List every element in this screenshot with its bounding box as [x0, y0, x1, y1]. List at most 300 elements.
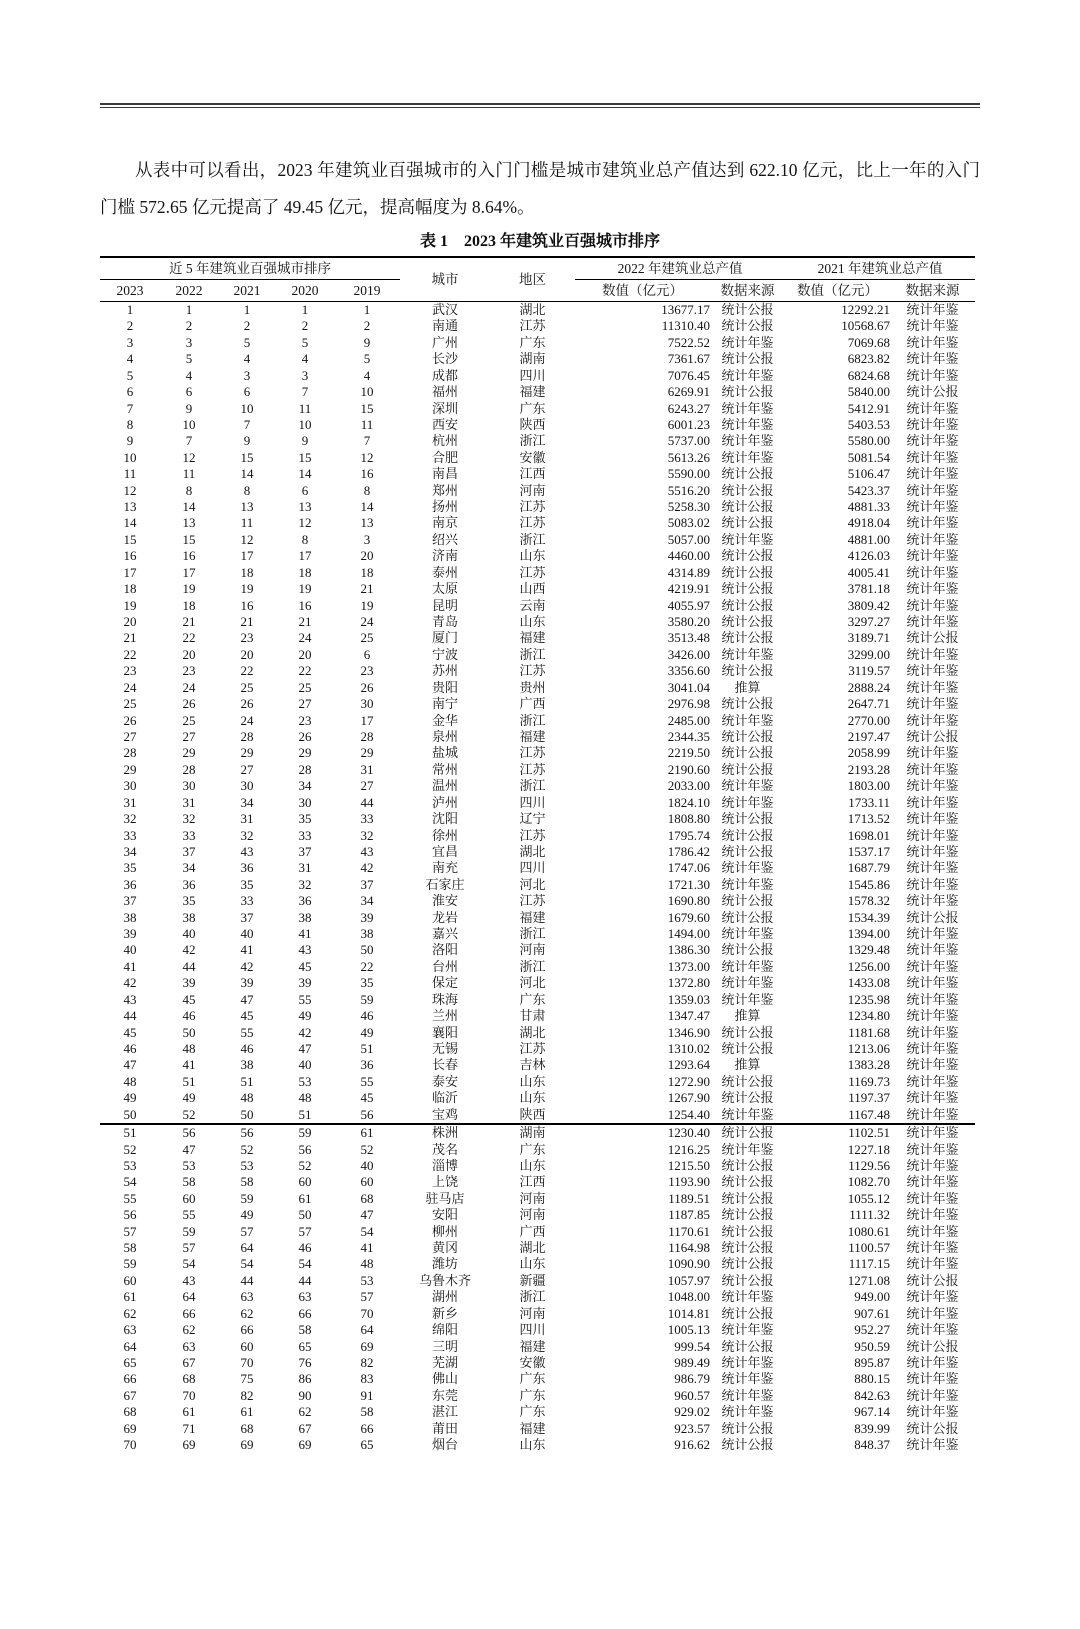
cell-rank-2020: 37: [298, 843, 312, 859]
cell-source-2021: 统计年鉴: [906, 958, 959, 974]
cell-rank-2022: 21: [182, 614, 196, 630]
cell-city: 南充: [432, 860, 459, 876]
cell-value-2021: 1329.48: [847, 942, 891, 958]
cell-rank-2021: 64: [240, 1240, 254, 1256]
cell-source-2021: 统计年鉴: [906, 433, 959, 449]
cell-source-2022: 统计公报: [721, 728, 774, 744]
cell-rank-2020: 67: [298, 1420, 312, 1436]
cell-source-2022: 推算: [734, 1008, 761, 1024]
cell-value-2022: 1014.81: [667, 1305, 711, 1321]
cell-value-2022: 4314.89: [667, 564, 711, 580]
cell-region: 广东: [519, 1141, 546, 1157]
cell-rank-2019: 56: [334, 1107, 400, 1124]
cell-region: 云南: [519, 597, 546, 613]
cell-rank-2023: 28: [123, 745, 137, 761]
cell-source-2022: 统计年鉴: [721, 860, 774, 876]
cell-source-2021: 统计年鉴: [906, 1157, 959, 1173]
cell-city: 潍坊: [432, 1256, 459, 1272]
cell-source-2022: 统计年鉴: [710, 1107, 785, 1124]
cell-value-2021: 3781.18: [847, 581, 891, 597]
cell-source-2021: 统计公报: [906, 630, 959, 646]
cell-rank-2019: 40: [360, 1157, 374, 1173]
table-row: [100, 1371, 975, 1387]
cell-source-2021: 统计年鉴: [906, 1355, 959, 1370]
cell-rank-2021: 12: [240, 531, 254, 547]
cell-rank-2022: 43: [182, 1272, 196, 1288]
cell-source-2021: 统计年鉴: [906, 1090, 959, 1106]
cell-rank-2020: 15: [298, 449, 312, 465]
cell-value-2021: 907.61: [854, 1305, 891, 1321]
cell-value-2022: 5083.02: [667, 515, 711, 531]
cell-rank-2020: 61: [298, 1190, 312, 1206]
cell-region: 山东: [519, 548, 546, 564]
cell-rank-2023: 32: [123, 811, 137, 827]
cell-rank-2023: 66: [123, 1371, 137, 1387]
cell-rank-2022: 15: [182, 531, 196, 547]
cell-rank-2023: 26: [123, 712, 137, 728]
cell-city: 茂名: [432, 1141, 459, 1157]
cell-rank-2023: 69: [123, 1420, 137, 1436]
cell-rank-2022: 40: [182, 926, 196, 942]
cell-source-2021: 统计年鉴: [906, 400, 959, 416]
cell-rank-2019: 37: [360, 876, 374, 892]
cell-value-2022: 5516.20: [667, 482, 711, 498]
cell-rank-2021: 31: [240, 811, 254, 827]
cell-rank-2022: 62: [182, 1322, 196, 1338]
cell-rank-2021: 20: [240, 646, 254, 662]
cell-region: 广东: [519, 1371, 546, 1387]
cell-city: 嘉兴: [432, 926, 459, 942]
cell-rank-2022: 64: [182, 1289, 196, 1305]
cell-rank-2019: 15: [360, 400, 374, 416]
cell-value-2022: 989.49: [674, 1355, 711, 1370]
cell-rank-2021: 39: [240, 975, 254, 991]
cell-source-2021: 统计公报: [906, 384, 959, 400]
cell-rank-2023: 20: [123, 614, 137, 630]
cell-region: 湖南: [519, 1125, 546, 1141]
cell-city: 福州: [432, 384, 459, 400]
cell-rank-2019: 30: [360, 696, 374, 712]
cell-rank-2019: 26: [360, 679, 374, 695]
cell-source-2022: 统计公报: [721, 384, 774, 400]
cell-city: 温州: [432, 778, 459, 794]
cell-rank-2019: 53: [360, 1272, 374, 1288]
cell-rank-2019: 34: [360, 893, 374, 909]
cell-rank-2022: 54: [182, 1256, 196, 1272]
cell-rank-2019: 8: [363, 482, 371, 498]
cell-rank-2022: 29: [182, 745, 196, 761]
table-row: [100, 1008, 975, 1024]
cell-rank-2019: 10: [360, 384, 374, 400]
table-row: [100, 745, 975, 761]
cell-value-2022: 6243.27: [667, 400, 711, 416]
cell-rank-2022: 24: [182, 679, 196, 695]
cell-rank-2021: 82: [240, 1387, 254, 1403]
cell-rank-2022: 1: [185, 302, 193, 317]
cell-rank-2020: 41: [298, 926, 312, 942]
cell-value-2021: 4881.00: [847, 531, 891, 547]
cell-city: 杭州: [432, 433, 459, 449]
cell-value-2021: 1803.00: [847, 778, 891, 794]
cell-region: 四川: [519, 794, 546, 810]
cell-region: 河南: [519, 1305, 546, 1321]
cell-value-2022: 1272.90: [667, 1073, 711, 1089]
cell-rank-2022: 50: [182, 1024, 196, 1040]
cell-rank-2020: 32: [298, 876, 312, 892]
cell-region: 江苏: [519, 318, 546, 334]
cell-rank-2019: 27: [360, 778, 374, 794]
table-row: [100, 811, 975, 827]
table-row: [100, 1174, 975, 1190]
cell-value-2022: 1786.42: [667, 843, 711, 859]
table-row: [100, 1388, 975, 1404]
cell-source-2021: 统计年鉴: [906, 1437, 959, 1453]
cell-city: 莆田: [432, 1420, 459, 1436]
cell-rank-2019: 14: [360, 499, 374, 515]
table-row: [100, 1322, 975, 1338]
cell-region: 浙江: [519, 646, 546, 662]
table-row: [100, 992, 975, 1008]
cell-rank-2021: 9: [243, 433, 251, 449]
cell-rank-2019: 47: [360, 1207, 374, 1223]
cell-value-2022: 4055.97: [667, 597, 711, 613]
intro-paragraph: 从表中可以看出，2023 年建筑业百强城市的入门门槛是城市建筑业总产值达到 622.10 亿元，比上一年的入门门槛 572.65 亿元提高了 49.45 亿元，提高幅度为 8.64%。: [100, 160, 980, 217]
cell-value-2021: 6823.82: [847, 351, 891, 367]
cell-value-2021: 1534.39: [847, 909, 891, 925]
cell-city: 宁波: [432, 646, 459, 662]
cell-rank-2023: 49: [123, 1090, 137, 1106]
cell-source-2022: 统计公报: [721, 630, 774, 646]
cell-rank-2021: 69: [240, 1437, 254, 1453]
table-title: 表 1 2023 年建筑业百强城市排序: [419, 233, 660, 250]
cell-city: 泰州: [432, 564, 459, 580]
cell-rank-2019: 58: [360, 1404, 374, 1420]
cell-rank-2022: 9: [185, 400, 193, 416]
cell-rank-2022: 7: [185, 433, 193, 449]
cell-source-2021: 统计年鉴: [906, 1256, 959, 1272]
cell-region: 新疆: [519, 1272, 546, 1288]
cell-source-2021: 统计年鉴: [906, 614, 959, 630]
cell-rank-2021: 62: [240, 1305, 254, 1321]
table-row: [100, 1074, 975, 1090]
table-row: [100, 1306, 975, 1322]
cell-region: 广西: [519, 1223, 546, 1239]
cell-value-2022: 1373.00: [667, 958, 711, 974]
cell-value-2021: 1082.70: [847, 1174, 891, 1190]
cell-rank-2021: 66: [240, 1322, 254, 1338]
cell-source-2021: 统计公报: [906, 1420, 959, 1436]
cell-rank-2019: 44: [360, 794, 374, 810]
cell-city: 贵阳: [432, 679, 459, 695]
cell-value-2022: 1372.80: [667, 975, 711, 991]
table-row: [100, 401, 975, 417]
cell-source-2021: 统计年鉴: [906, 761, 959, 777]
cell-value-2022: 1310.02: [667, 1040, 711, 1056]
cell-rank-2022: 17: [182, 564, 196, 580]
cell-value-2021: 10568.67: [841, 318, 891, 334]
cell-value-2022: 1267.90: [667, 1090, 711, 1106]
cell-rank-2020: 69: [298, 1437, 312, 1453]
cell-rank-2020: 49: [298, 1008, 312, 1024]
cell-rank-2021: 27: [240, 761, 254, 777]
table-row: [100, 696, 975, 712]
cell-rank-2019: 69: [360, 1338, 374, 1354]
cell-source-2021: 统计年鉴: [906, 1305, 959, 1321]
cell-rank-2019: 49: [360, 1024, 374, 1040]
cell-source-2022: 统计公报: [721, 942, 774, 958]
cell-city: 宝鸡: [400, 1107, 490, 1124]
cell-region: 辽宁: [519, 811, 546, 827]
cell-value-2022: 1170.61: [668, 1223, 711, 1239]
cell-rank-2023: 33: [123, 827, 137, 843]
cell-source-2021: 统计年鉴: [906, 334, 959, 350]
cell-region: 吉林: [519, 1057, 546, 1073]
cell-source-2022: 统计年鉴: [721, 416, 774, 432]
cell-value-2022: 1747.06: [667, 860, 711, 876]
cell-value-2021: 1271.08: [847, 1272, 891, 1288]
cell-source-2022: 统计年鉴: [721, 1371, 774, 1387]
cell-region: 山东: [519, 1256, 546, 1272]
table-row: [100, 910, 975, 926]
cell-source-2021: 统计年鉴: [906, 1008, 959, 1024]
cell-rank-2022: 39: [182, 975, 196, 991]
cell-value-2022: 1187.85: [668, 1207, 711, 1223]
cell-rank-2020: 25: [298, 679, 312, 695]
cell-value-2022: 1359.03: [667, 991, 711, 1007]
cell-rank-2020: 23: [298, 712, 312, 728]
cell-rank-2021: 40: [240, 926, 254, 942]
cell-rank-2022: 63: [182, 1338, 196, 1354]
cell-region: 广东: [519, 400, 546, 416]
cell-rank-2019: 5: [363, 351, 371, 367]
cell-rank-2022: 44: [182, 958, 196, 974]
cell-rank-2022: 30: [182, 778, 196, 794]
cell-rank-2023: 64: [123, 1338, 137, 1354]
table-row: [100, 877, 975, 893]
cell-rank-2020: 39: [298, 975, 312, 991]
cell-source-2021: 统计年鉴: [906, 318, 959, 334]
cell-rank-2023: 22: [123, 646, 137, 662]
cell-city: 南京: [432, 515, 459, 531]
cell-rank-2022: 56: [182, 1125, 196, 1141]
cell-region: 河南: [519, 942, 546, 958]
cell-source-2021: 统计年鉴: [906, 778, 959, 794]
cell-value-2021: 5423.37: [847, 482, 891, 498]
cell-rank-2020: 4: [301, 351, 309, 367]
cell-rank-2020: 65: [298, 1338, 312, 1354]
cell-rank-2020: 29: [298, 745, 312, 761]
cell-region: 福建: [519, 728, 546, 744]
cell-rank-2020: 3: [301, 367, 309, 383]
cell-value-2022: 7076.45: [667, 367, 711, 383]
table-row: [100, 532, 975, 548]
cell-rank-2021: 4: [243, 351, 251, 367]
cell-region: 江苏: [519, 663, 546, 679]
cell-value-2022: 1346.90: [667, 1024, 711, 1040]
cell-rank-2023: 59: [123, 1256, 137, 1272]
cell-rank-2022: 6: [185, 384, 193, 400]
cell-source-2021: 统计年鉴: [906, 942, 959, 958]
cell-rank-2021: 35: [240, 876, 254, 892]
table-row: [100, 860, 975, 876]
cell-city: 三明: [432, 1338, 459, 1354]
table-row: [100, 499, 975, 515]
cell-rank-2021: 10: [240, 400, 254, 416]
cell-rank-2019: 43: [360, 843, 374, 859]
cell-city: 烟台: [432, 1437, 459, 1453]
cell-value-2021: 4126.03: [847, 548, 891, 564]
cell-rank-2019: 25: [360, 630, 374, 646]
cell-value-2022: 3041.04: [667, 679, 711, 695]
cell-source-2021: 统计年鉴: [906, 1322, 959, 1338]
cell-rank-2021: 2: [243, 318, 251, 334]
cell-source-2021: 统计公报: [906, 1272, 959, 1288]
cell-city: 驻马店: [425, 1190, 465, 1206]
cell-source-2022: 统计公报: [721, 1157, 774, 1173]
cell-rank-2023: 1: [126, 302, 134, 317]
cell-rank-2023: 31: [123, 794, 137, 810]
cell-source-2021: 统计年鉴: [906, 449, 959, 465]
cell-value-2021: 952.27: [854, 1322, 891, 1338]
header-2021-source-label: 数据来源: [890, 280, 975, 302]
cell-rank-2023: 12: [123, 482, 137, 498]
cell-value-2021: 2888.24: [847, 679, 891, 695]
cell-city: 宜昌: [432, 843, 459, 859]
cell-city: 绵阳: [432, 1322, 459, 1338]
cell-rank-2022: 53: [182, 1157, 196, 1173]
cell-value-2022: 1005.13: [667, 1322, 711, 1338]
cell-rank-2023: 65: [123, 1355, 137, 1370]
cell-value-2021: 3119.57: [848, 663, 891, 679]
cell-rank-2023: 41: [123, 958, 137, 974]
cell-region: 福建: [519, 630, 546, 646]
cell-region: 甘肃: [519, 1008, 546, 1024]
cell-rank-2023: 51: [123, 1125, 137, 1141]
cell-rank-2020: 43: [298, 942, 312, 958]
cell-rank-2022: 22: [182, 630, 196, 646]
cell-rank-2019: 68: [360, 1190, 374, 1206]
cell-rank-2021: 29: [240, 745, 254, 761]
cell-region: 湖北: [519, 843, 546, 859]
cell-source-2022: 统计年鉴: [721, 367, 774, 383]
cell-rank-2020: 59: [298, 1125, 312, 1141]
cell-rank-2021: 60: [240, 1338, 254, 1354]
cell-rank-2021: 68: [240, 1420, 254, 1436]
cell-region: 浙江: [519, 958, 546, 974]
cell-region: 山西: [519, 581, 546, 597]
cell-rank-2020: 66: [298, 1305, 312, 1321]
cell-rank-2019: 91: [360, 1387, 374, 1403]
cell-rank-2021: 41: [240, 942, 254, 958]
cell-rank-2023: 36: [123, 876, 137, 892]
cell-region: 湖北: [519, 302, 546, 317]
table-row: [100, 1404, 975, 1420]
cell-rank-2022: 13: [182, 515, 196, 531]
cell-value-2022: 999.54: [674, 1338, 711, 1354]
cell-value-2022: 960.57: [674, 1387, 711, 1403]
cell-value-2022: 2190.60: [667, 761, 711, 777]
cell-source-2022: 统计年鉴: [721, 449, 774, 465]
cell-source-2021: 统计年鉴: [906, 1141, 959, 1157]
cell-rank-2020: 1: [301, 302, 309, 317]
cell-source-2021: 统计年鉴: [906, 696, 959, 712]
cell-rank-2022: 37: [182, 843, 196, 859]
cell-source-2021: 统计年鉴: [906, 351, 959, 367]
header-year-2021: 2021: [218, 280, 276, 302]
cell-rank-2019: 82: [360, 1355, 374, 1370]
cell-rank-2019: 6: [363, 646, 371, 662]
cell-source-2022: 统计公报: [721, 482, 774, 498]
table-row: [100, 795, 975, 811]
cell-region: 江西: [519, 466, 546, 482]
cell-rank-2023: 18: [123, 581, 137, 597]
cell-value-2021: 1545.86: [847, 876, 891, 892]
cell-rank-2021: 58: [240, 1174, 254, 1190]
cell-rank-2019: 36: [360, 1057, 374, 1073]
cell-region: 河南: [519, 1190, 546, 1206]
cell-rank-2023: 48: [123, 1073, 137, 1089]
cell-rank-2022: 20: [182, 646, 196, 662]
cell-rank-2022: 35: [182, 893, 196, 909]
cell-value-2021: 848.37: [854, 1437, 891, 1453]
cell-region: 贵州: [519, 679, 546, 695]
cell-value-2022: 916.62: [674, 1437, 711, 1453]
cell-value-2022: 2033.00: [667, 778, 711, 794]
cell-city: 上饶: [432, 1174, 459, 1190]
cell-region: 河南: [519, 1207, 546, 1223]
cell-rank-2021: 23: [240, 630, 254, 646]
cell-rank-2020: 30: [298, 794, 312, 810]
cell-rank-2022: 47: [182, 1141, 196, 1157]
cell-rank-2019: 48: [360, 1256, 374, 1272]
cell-value-2021: 1433.08: [847, 975, 891, 991]
cell-city: 临沂: [432, 1090, 459, 1106]
cell-rank-2020: 42: [298, 1024, 312, 1040]
cell-rank-2021: 53: [240, 1157, 254, 1173]
cell-value-2022: 3356.60: [667, 663, 711, 679]
table-row: [100, 1256, 975, 1272]
cell-rank-2019: 13: [360, 515, 374, 531]
cell-source-2022: 统计年鉴: [721, 712, 774, 728]
cell-rank-2023: 30: [123, 778, 137, 794]
cell-region: 江苏: [519, 893, 546, 909]
cell-region: 广东: [519, 991, 546, 1007]
cell-rank-2020: 20: [298, 646, 312, 662]
cell-rank-2023: 15: [123, 531, 137, 547]
cell-city: 芜湖: [432, 1355, 459, 1370]
table-row: [100, 1224, 975, 1240]
table-row: [100, 368, 975, 384]
cell-value-2021: 1687.79: [847, 860, 891, 876]
cell-value-2022: 6269.91: [667, 384, 711, 400]
cell-value-2022: 1679.60: [667, 909, 711, 925]
cell-source-2022: 统计公报: [721, 1190, 774, 1206]
cell-rank-2020: 35: [298, 811, 312, 827]
cell-rank-2023: 5: [126, 367, 134, 383]
cell-rank-2023: 24: [123, 679, 137, 695]
cell-city: 黄冈: [432, 1240, 459, 1256]
cell-rank-2021: 17: [240, 548, 254, 564]
cell-region: 山东: [519, 1157, 546, 1173]
cell-value-2021: 842.63: [854, 1387, 891, 1403]
cell-city: 济南: [432, 548, 459, 564]
cell-rank-2019: 46: [360, 1008, 374, 1024]
cell-rank-2023: 39: [123, 926, 137, 942]
table-row: [100, 926, 975, 942]
table-row: [100, 893, 975, 909]
cell-value-2021: 1227.18: [847, 1141, 891, 1157]
cell-city: 南昌: [432, 466, 459, 482]
